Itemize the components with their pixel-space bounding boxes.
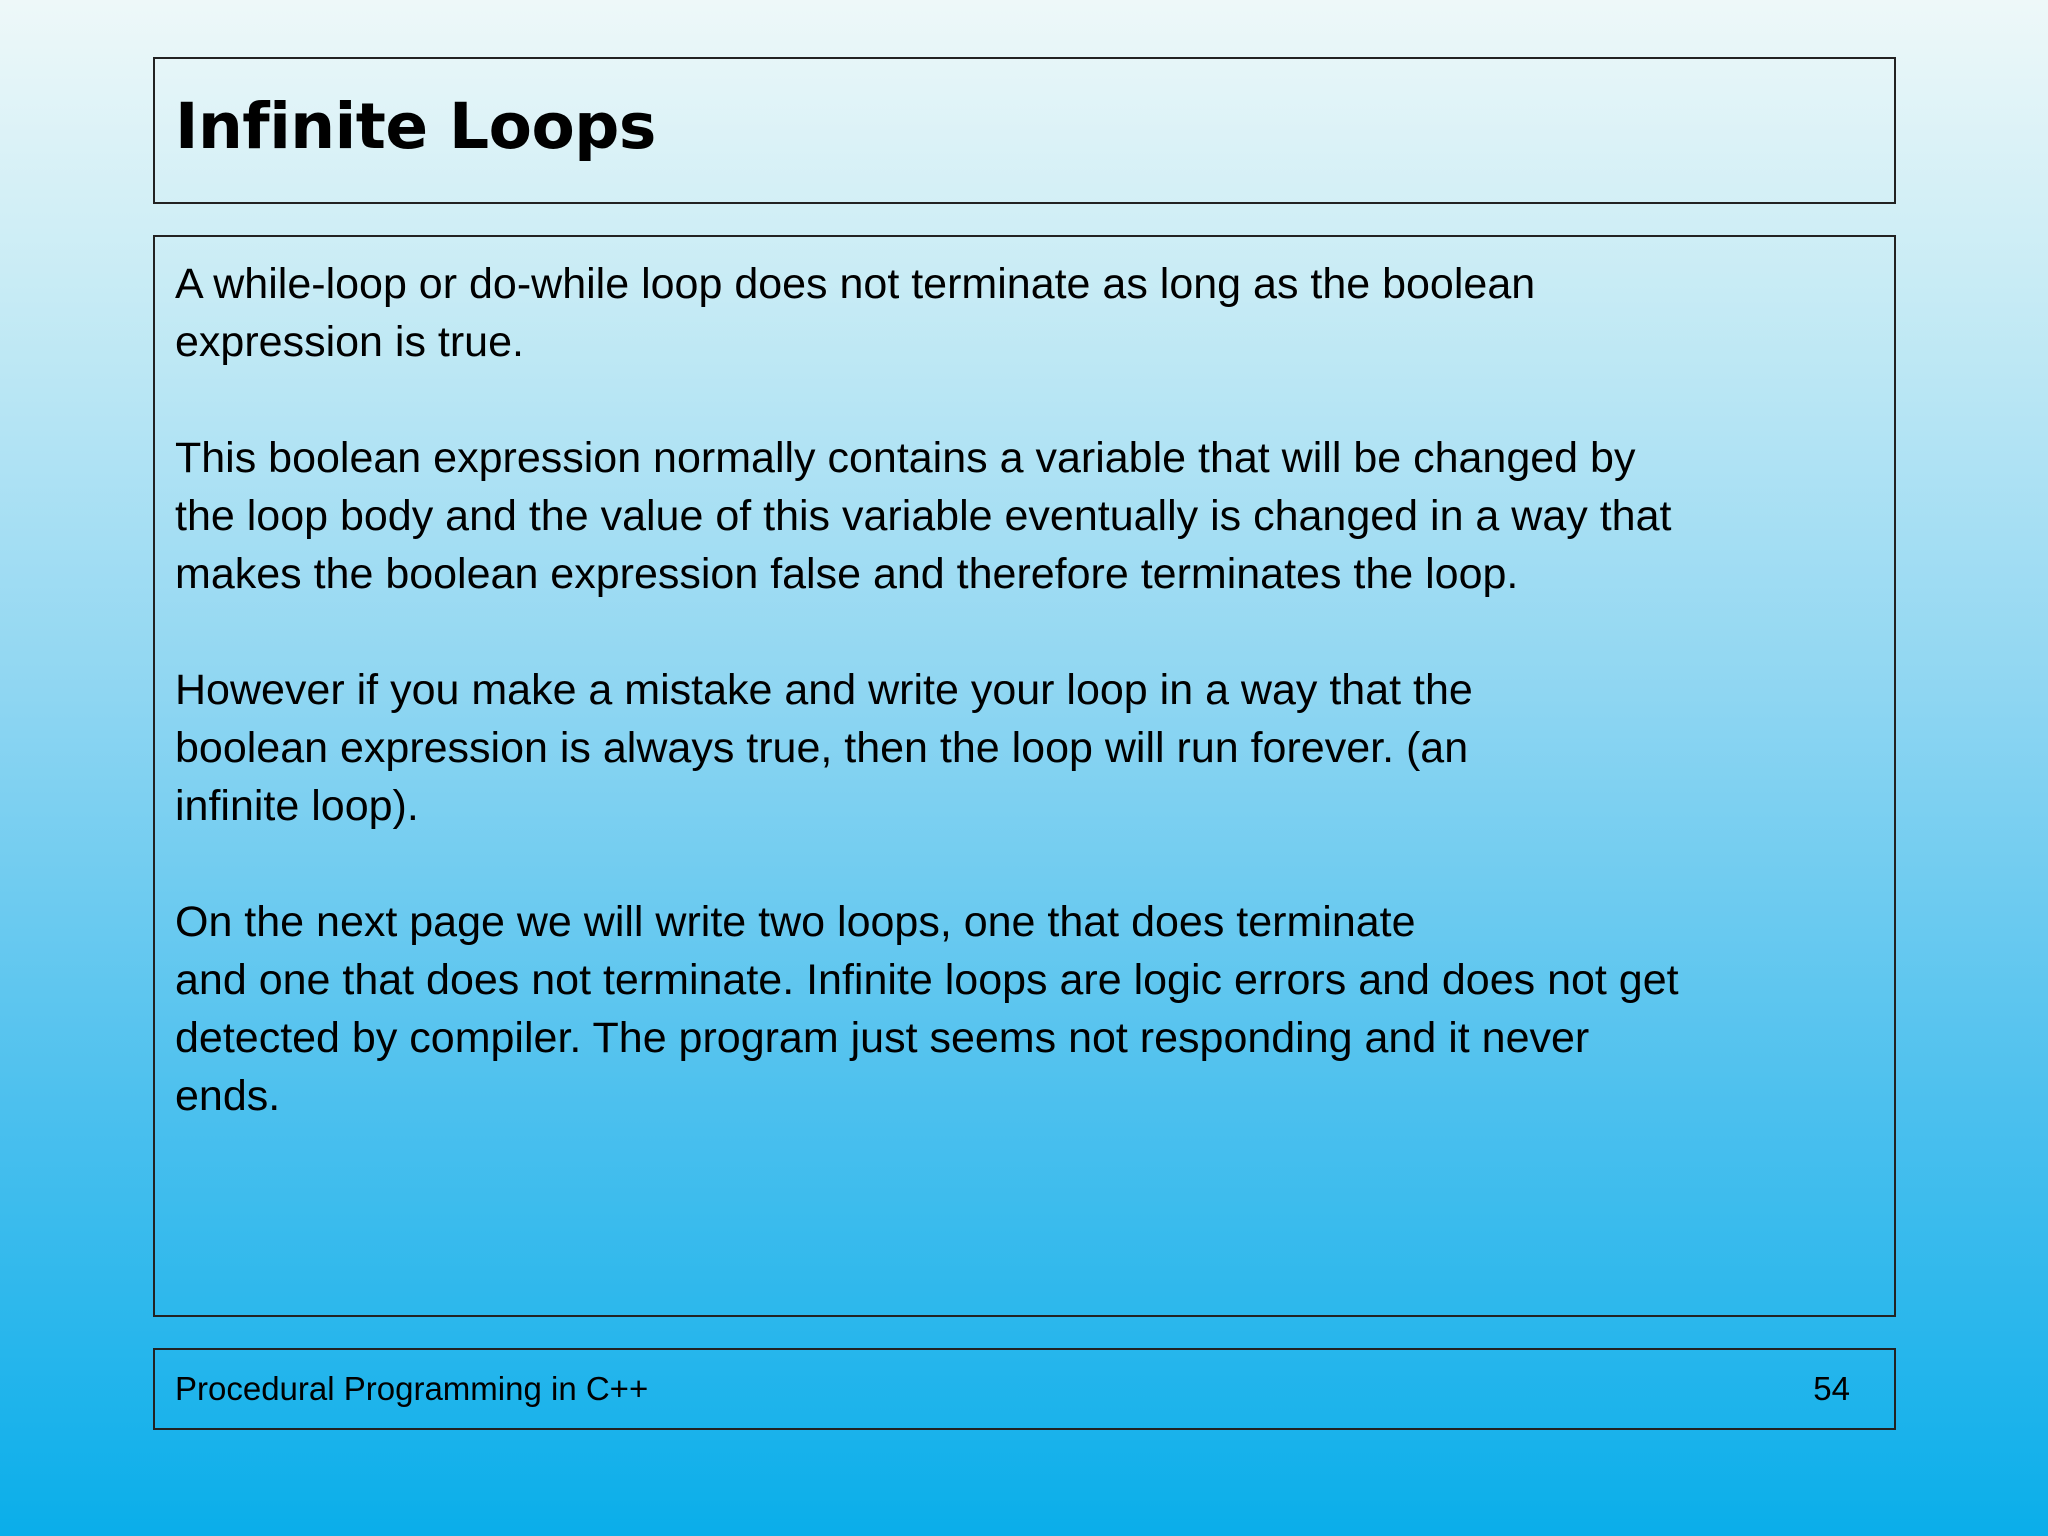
body-text — [175, 255, 1875, 1183]
paragraph-4: On the next page we will write two loops, one that does terminate and one that does not terminate. Infinite loops are logic errors and does not get detected by compiler. The program just seems not responding and it never ends. — [175, 898, 1679, 1120]
page-number: 54 — [1813, 1370, 1850, 1407]
paragraph-3: However if you make a mistake and write your loop in a way that the boolean expression is always true, then the loop will run forever. (an infinite loop). — [175, 666, 1473, 830]
paragraph-1: A while-loop or do-while loop does not terminate as long as the boolean expression is true. — [175, 260, 1536, 366]
paragraph-2: This boolean expression normally contains a variable that will be changed by the loop body and the value of this variable eventually is changed in a way that makes the boolean expression false and therefore terminates the loop. — [175, 434, 1672, 598]
slide-title: Infinite Loops — [175, 90, 656, 163]
footer-box — [153, 1348, 1896, 1430]
title-box — [153, 57, 1896, 204]
content-box — [153, 235, 1896, 1317]
course-title: Procedural Programming in C++ — [175, 1370, 649, 1407]
